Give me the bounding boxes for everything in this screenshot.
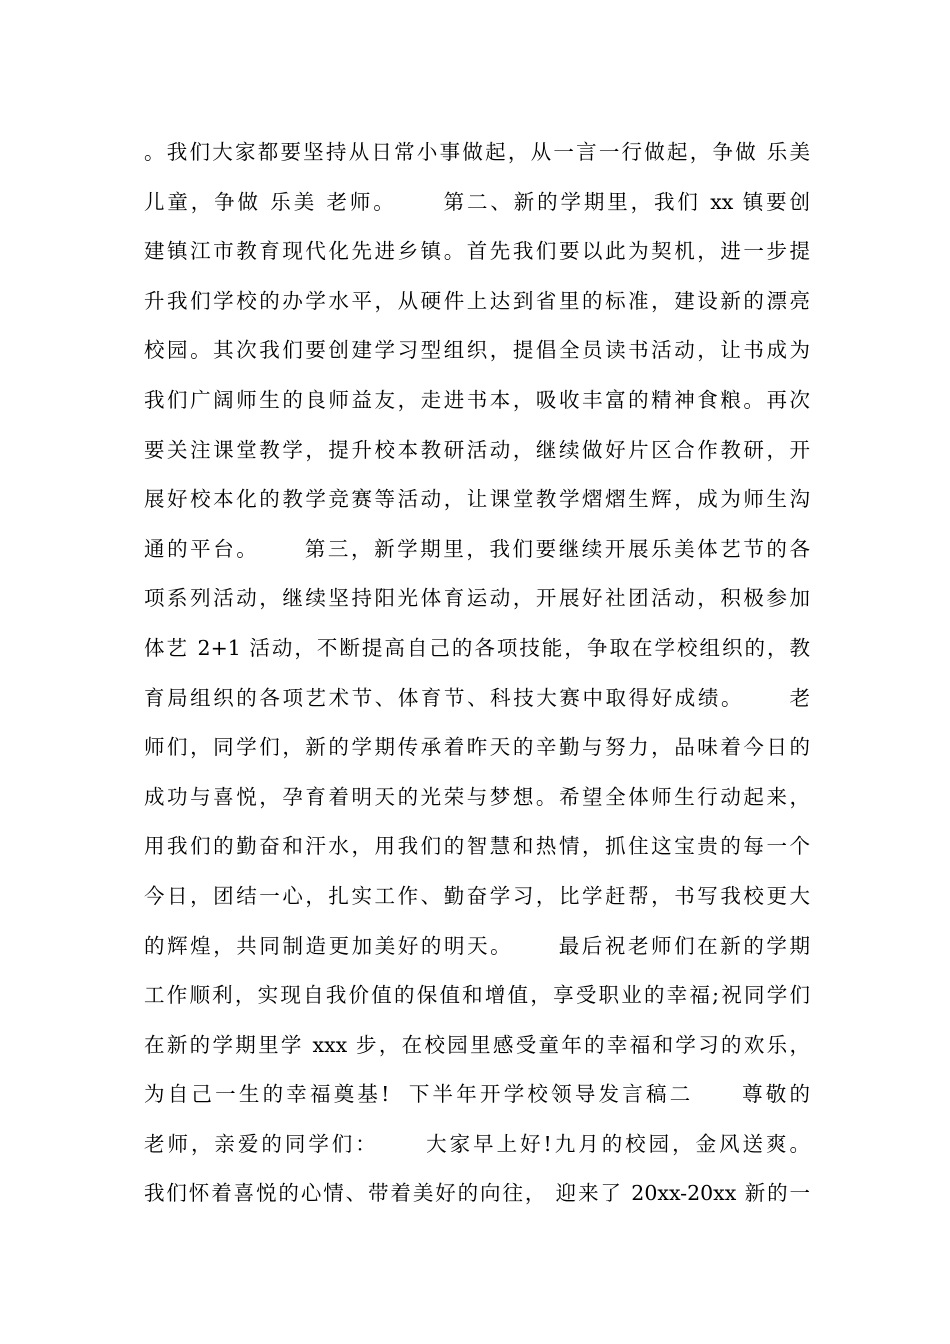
text-line: 校园。其次我们要创建学习型组织，提倡全员读书活动，让书成为 <box>144 338 810 363</box>
text-line: 成功与喜悦，孕育着明天的光荣与梦想。希望全体师生行动起来， <box>144 784 810 809</box>
text-line: 工作顺利，实现自我价值的保值和增值，享受职业的幸福;祝同学们 <box>144 983 810 1008</box>
text-line: 的辉煌，共同制造更加美好的明天。 最后祝老师们在新的学期 <box>144 933 810 958</box>
text-line: 今日，团结一心，扎实工作、勤奋学习，比学赶帮，书写我校更大 <box>144 883 810 908</box>
text-line: 展好校本化的教学竞赛等活动，让课堂教学熠熠生辉，成为师生沟 <box>144 487 810 512</box>
text-line: 用我们的勤奋和汗水，用我们的智慧和热情，抓住这宝贵的每一个 <box>144 834 810 859</box>
text-line: 在新的学期里学 xxx 步，在校园里感受童年的幸福和学习的欢乐， <box>144 1032 810 1057</box>
text-line: 师们，同学们，新的学期传承着昨天的辛勤与努力，品味着今日的 <box>144 735 810 760</box>
text-line: 。我们大家都要坚持从日常小事做起，从一言一行做起，争做 乐美 <box>144 140 810 164</box>
text-line: 建镇江市教育现代化先进乡镇。首先我们要以此为契机，进一步提 <box>144 239 810 264</box>
text-line: 我们怀着喜悦的心情、带着美好的向往， 迎来了 20xx-20xx 新的一 <box>144 1181 810 1206</box>
text-line: 升我们学校的办学水平，从硬件上达到省里的标准，建设新的漂亮 <box>144 288 810 313</box>
text-line: 我们广阔师生的良师益友，走进书本，吸收丰富的精神食粮。再次 <box>144 387 810 412</box>
text-line: 儿童，争做 乐美 老师。 第二、新的学期里，我们 xx 镇要创 <box>144 189 810 214</box>
text-line: 项系列活动，继续坚持阳光体育运动，开展好社团活动，积极参加 <box>144 586 810 611</box>
text-line: 为自己一生的幸福奠基! 下半年开学校领导发言稿二 尊敬的 <box>144 1082 810 1107</box>
body-text <box>144 128 810 1219</box>
text-line: 要关注课堂教学，提升校本教研活动，继续做好片区合作教研，开 <box>144 437 810 462</box>
text-line: 通的平台。 第三，新学期里，我们要继续开展乐美体艺节的各 <box>144 536 810 561</box>
text-line: 育局组织的各项艺术节、体育节、科技大赛中取得好成绩。 老 <box>144 685 810 710</box>
text-line: 体艺 2+1 活动，不断提高自己的各项技能，争取在学校组织的，教 <box>144 635 810 660</box>
text-line: 老师，亲爱的同学们： 大家早上好!九月的校园，金风送爽。 <box>144 1131 810 1156</box>
